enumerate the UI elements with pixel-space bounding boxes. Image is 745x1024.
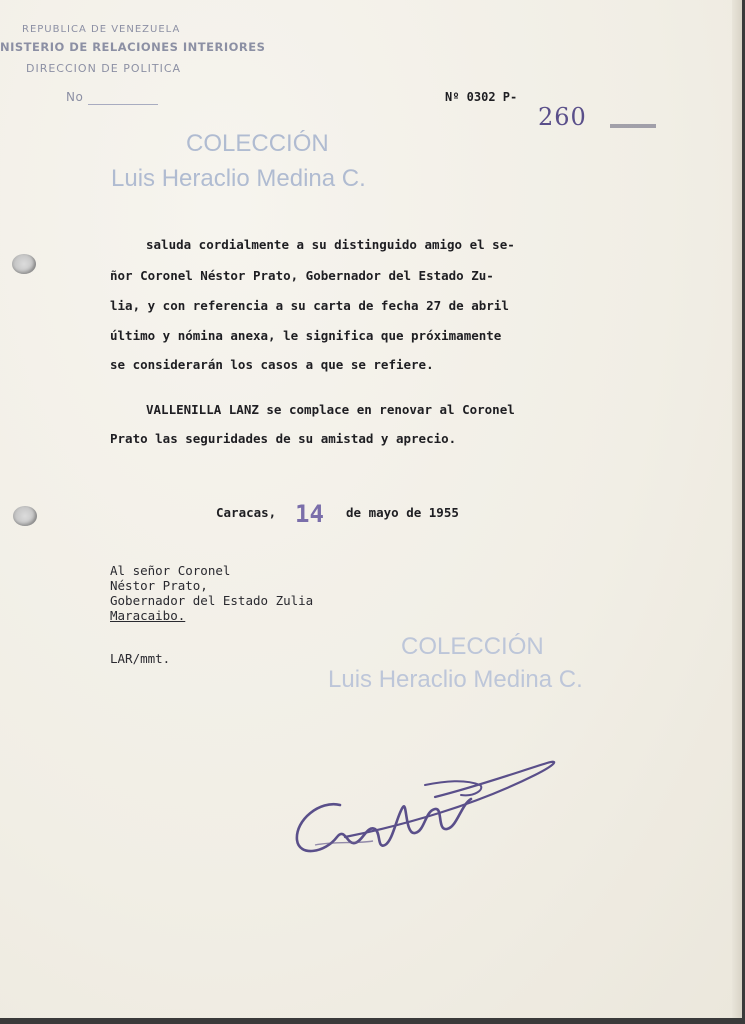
addressee-line-1: Al señor Coronel <box>110 563 231 578</box>
watermark-title: COLECCIÓN <box>186 130 329 157</box>
watermark-title-2: COLECCIÓN <box>401 633 544 660</box>
handwritten-number: 260 <box>538 103 587 131</box>
body-line-2: ñor Coronel Néstor Prato, Gobernador del Estado Zu- <box>110 268 494 283</box>
signature <box>285 745 575 885</box>
date-city: Caracas, <box>216 505 277 520</box>
handwritten-mark <box>610 124 656 128</box>
date-day: 14 <box>295 500 324 528</box>
body-line-3: lia, y con referencia a su carta de fecha 27 de abril <box>110 298 509 313</box>
watermark-name: Luis Heraclio Medina C. <box>111 165 366 192</box>
letterhead-direction: DIRECCION DE POLITICA <box>26 62 182 75</box>
punch-hole-bottom <box>13 506 37 526</box>
letterhead-ministry: NISTERIO DE RELACIONES INTERIORES <box>0 40 266 54</box>
letterhead-republic: REPUBLICA DE VENEZUELA <box>22 24 181 35</box>
body-line-1: saluda cordialmente a su distinguido amigo el se- <box>146 237 515 252</box>
letterhead-no-line <box>88 104 158 105</box>
letterhead-no-label: No <box>66 90 84 104</box>
punch-hole-top <box>12 254 36 274</box>
watermark-name-2: Luis Heraclio Medina C. <box>328 666 583 693</box>
typist-initials: LAR/mmt. <box>110 651 171 666</box>
body-line-5: se considerarán los casos a que se refiere. <box>110 357 434 372</box>
body-line-4: último y nómina anexa, le significa que próximamente <box>110 328 502 343</box>
addressee-line-3: Gobernador del Estado Zulia <box>110 593 314 608</box>
paper-edge <box>732 0 742 1018</box>
closing-line-2: Prato las seguridades de su amistad y aprecio. <box>110 431 457 446</box>
addressee-city: Maracaibo. <box>110 608 186 623</box>
reference-number: Nº 0302 P- <box>445 90 518 104</box>
addressee-line-2: Néstor Prato, <box>110 578 208 593</box>
closing-line-1: VALLENILLA LANZ se complace en renovar al Coronel <box>146 402 515 417</box>
date-rest: de mayo de 1955 <box>346 505 459 520</box>
